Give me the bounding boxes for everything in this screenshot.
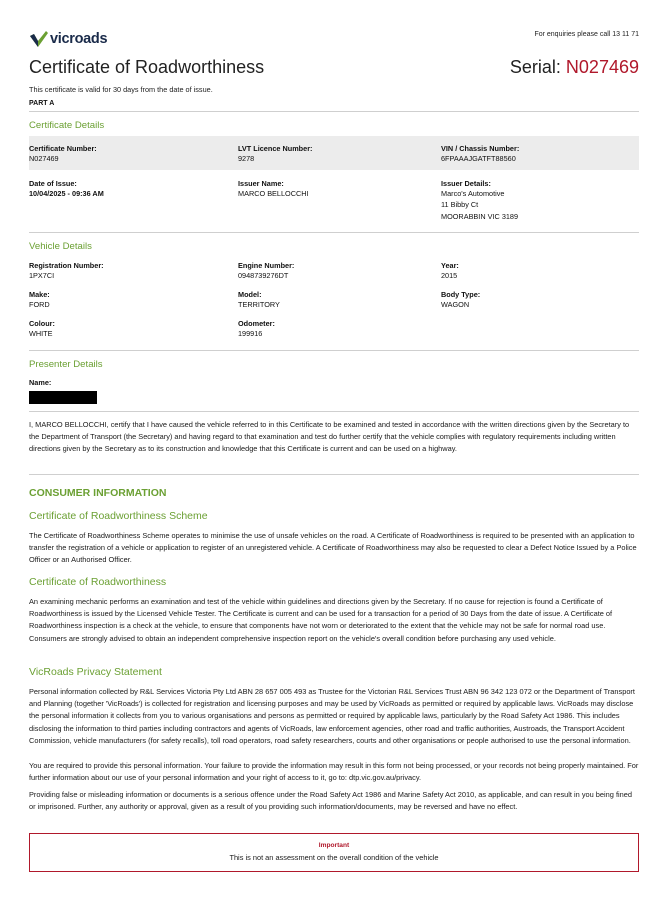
serial-value: N027469 (565, 57, 639, 77)
certificate-heading: Certificate of Roadworthiness (29, 576, 167, 588)
part-label: PART A (29, 100, 55, 107)
body-type-label: Body Type: (441, 290, 481, 299)
page-title: Certificate of Roadworthiness (29, 57, 265, 77)
year-label: Year: (441, 261, 459, 270)
vicroads-check-icon (29, 30, 49, 48)
issuer-details-label: Issuer Details: (441, 179, 491, 188)
important-text: This is not an assessment on the overall condition of the vehicle (229, 853, 439, 862)
date-of-issue-value: 10/04/2025 - 09:36 AM (29, 189, 104, 198)
divider (29, 232, 639, 233)
presenter-name-label: Name: (29, 378, 52, 387)
colour-value: WHITE (29, 329, 53, 338)
issuer-name-value: MARCO BELLOCCHI (238, 189, 309, 198)
declaration-text: I, MARCO BELLOCCHI, certify that I have caused the vehicle referred to in this Certificate to be examined and tested in accordance with the written directions given by the Secretary to the Department of Transport (the Secretary) and having regard to that examination and test do further certify that the vehicle complies with regulatory requirements including written directions given by the Secretary as to its construction and knowledge that this Certificate is current and can be used on a highway. (29, 420, 630, 454)
make-value: FORD (29, 300, 50, 309)
validity-note: This certificate is valid for 30 days from the date of issue. (29, 85, 213, 94)
divider (29, 350, 639, 351)
important-title: Important (318, 842, 350, 849)
registration-value: 1PX7CI (29, 271, 55, 280)
presenter-details-heading: Presenter Details (29, 359, 103, 370)
important-notice (29, 833, 639, 872)
vehicle-details-heading: Vehicle Details (29, 241, 92, 252)
privacy-text-2: You are required to provide this personal information. Your failure to provide the information may result in this form not being processed, or your records not being properly maintained. For further information about our use of your personal information and your right of access to it, go to: dtp.vic.gov.au/privacy. (29, 761, 639, 783)
privacy-heading: VicRoads Privacy Statement (29, 666, 162, 678)
engine-value: 0948739276DT (238, 271, 289, 280)
model-label: Model: (238, 290, 262, 299)
issuer-street: 11 Bibby Ct (441, 200, 479, 210)
colour-label: Colour: (29, 319, 55, 328)
privacy-text-1: Personal information collected by R&L Services Victoria Pty Ltd ABN 28 657 005 493 as Trustee for the Victorian R&L Services Trust ABN 96 342 123 072 or the Department of Transport and Planning (together 'VicRoads') is collected for registration and licensing purposes and may be used by VicRoads as permitted or required by applicable laws. VicRoads may disclose the personal information it collects from you to various organisations and persons as permitted or required by applicable laws, particularly by the Road Safety Act 1986. This includes disclosing the information to third parties including contractors and agents of VicRoads, law enforcement agencies, other road and traffic authorities, Austroads, the Transport Accident Commission, vehicle manufacturers (for safety recalls), toll road operators, road safety researchers, courts and other organisations or people authorised to use the personal information. (29, 687, 635, 745)
scheme-text: The Certificate of Roadworthiness Scheme operates to minimise the use of unsafe vehicles on the road. A Certificate of Roadworthiness is required to be presented with an application to transfer the registration of a vehicle or application to register of an unregistered vehicle. A Certificate of Roadworthiness may also be requested to clear a Defect Notice Issued by a Police Officer or an Authorised Officer. (29, 531, 637, 565)
privacy-text-3: Providing false or misleading information or documents is a serious offence under the Road Safety Act 1986 and Marine Safety Act 2010, as applicable, and can result in you being fined or imprisoned. Further, any authority or approval, given as a result of you providing such information/documents, may be reversed and have no effect. (29, 790, 632, 812)
body-type-value: WAGON (441, 300, 470, 309)
serial-number (510, 57, 639, 78)
certificate-text: An examining mechanic performs an examination and test of the vehicle within guidelines and directions given by the Secretary. If no cause for rejection is found a Certificate of Roadworthiness is issued by the Licensed Vehicle Tester. The Certificate is current and can be used for a transaction for a period of 30 Days from the date of issue. A Certificate of Roadworthiness inspection is a check at the vehicle, to ensure that components have not worn or deteriorated to the extent that the vehicle may not be safe for normal road use. Consumers are strongly advised to obtain an independent comprehensive inspection report on the vehicle's overall condition before purchasing any used vehicle. (29, 597, 613, 643)
divider (29, 111, 639, 112)
issuer-suburb: MOORABBIN VIC 3189 (441, 211, 519, 221)
certificate-number-value: N027469 (29, 154, 59, 163)
registration-label: Registration Number: (29, 261, 104, 270)
vin-value: 6FPAAAJGATFT88560 (441, 154, 516, 163)
odometer-value: 199916 (238, 329, 263, 338)
brand-name: vicroads (50, 31, 108, 47)
scheme-heading: Certificate of Roadworthiness Scheme (29, 510, 208, 522)
date-of-issue-label: Date of Issue: (29, 179, 77, 188)
vin-label: VIN / Chassis Number: (441, 144, 520, 153)
serial-label: Serial: (509, 57, 561, 77)
lvt-licence-value: 9278 (238, 154, 255, 163)
issuer-details-value (441, 188, 518, 222)
enquiries-text: For enquiries please call 13 11 71 (534, 31, 639, 38)
certificate-details-heading: Certificate Details (29, 120, 105, 131)
odometer-label: Odometer: (238, 319, 275, 328)
divider (29, 411, 639, 412)
make-label: Make: (29, 290, 50, 299)
year-value: 2015 (441, 271, 458, 280)
consumer-information-heading: CONSUMER INFORMATION (29, 487, 167, 499)
redacted-name (29, 391, 97, 404)
lvt-licence-label: LVT Licence Number: (238, 144, 313, 153)
divider (29, 474, 639, 475)
certificate-details-band (29, 136, 639, 170)
issuer-business: Marco's Automotive (441, 189, 505, 198)
certificate-number-label: Certificate Number: (29, 144, 97, 153)
vicroads-logo (29, 30, 107, 48)
model-value: TERRITORY (238, 300, 280, 309)
issuer-name-label: Issuer Name: (238, 179, 284, 188)
engine-label: Engine Number: (238, 261, 295, 270)
